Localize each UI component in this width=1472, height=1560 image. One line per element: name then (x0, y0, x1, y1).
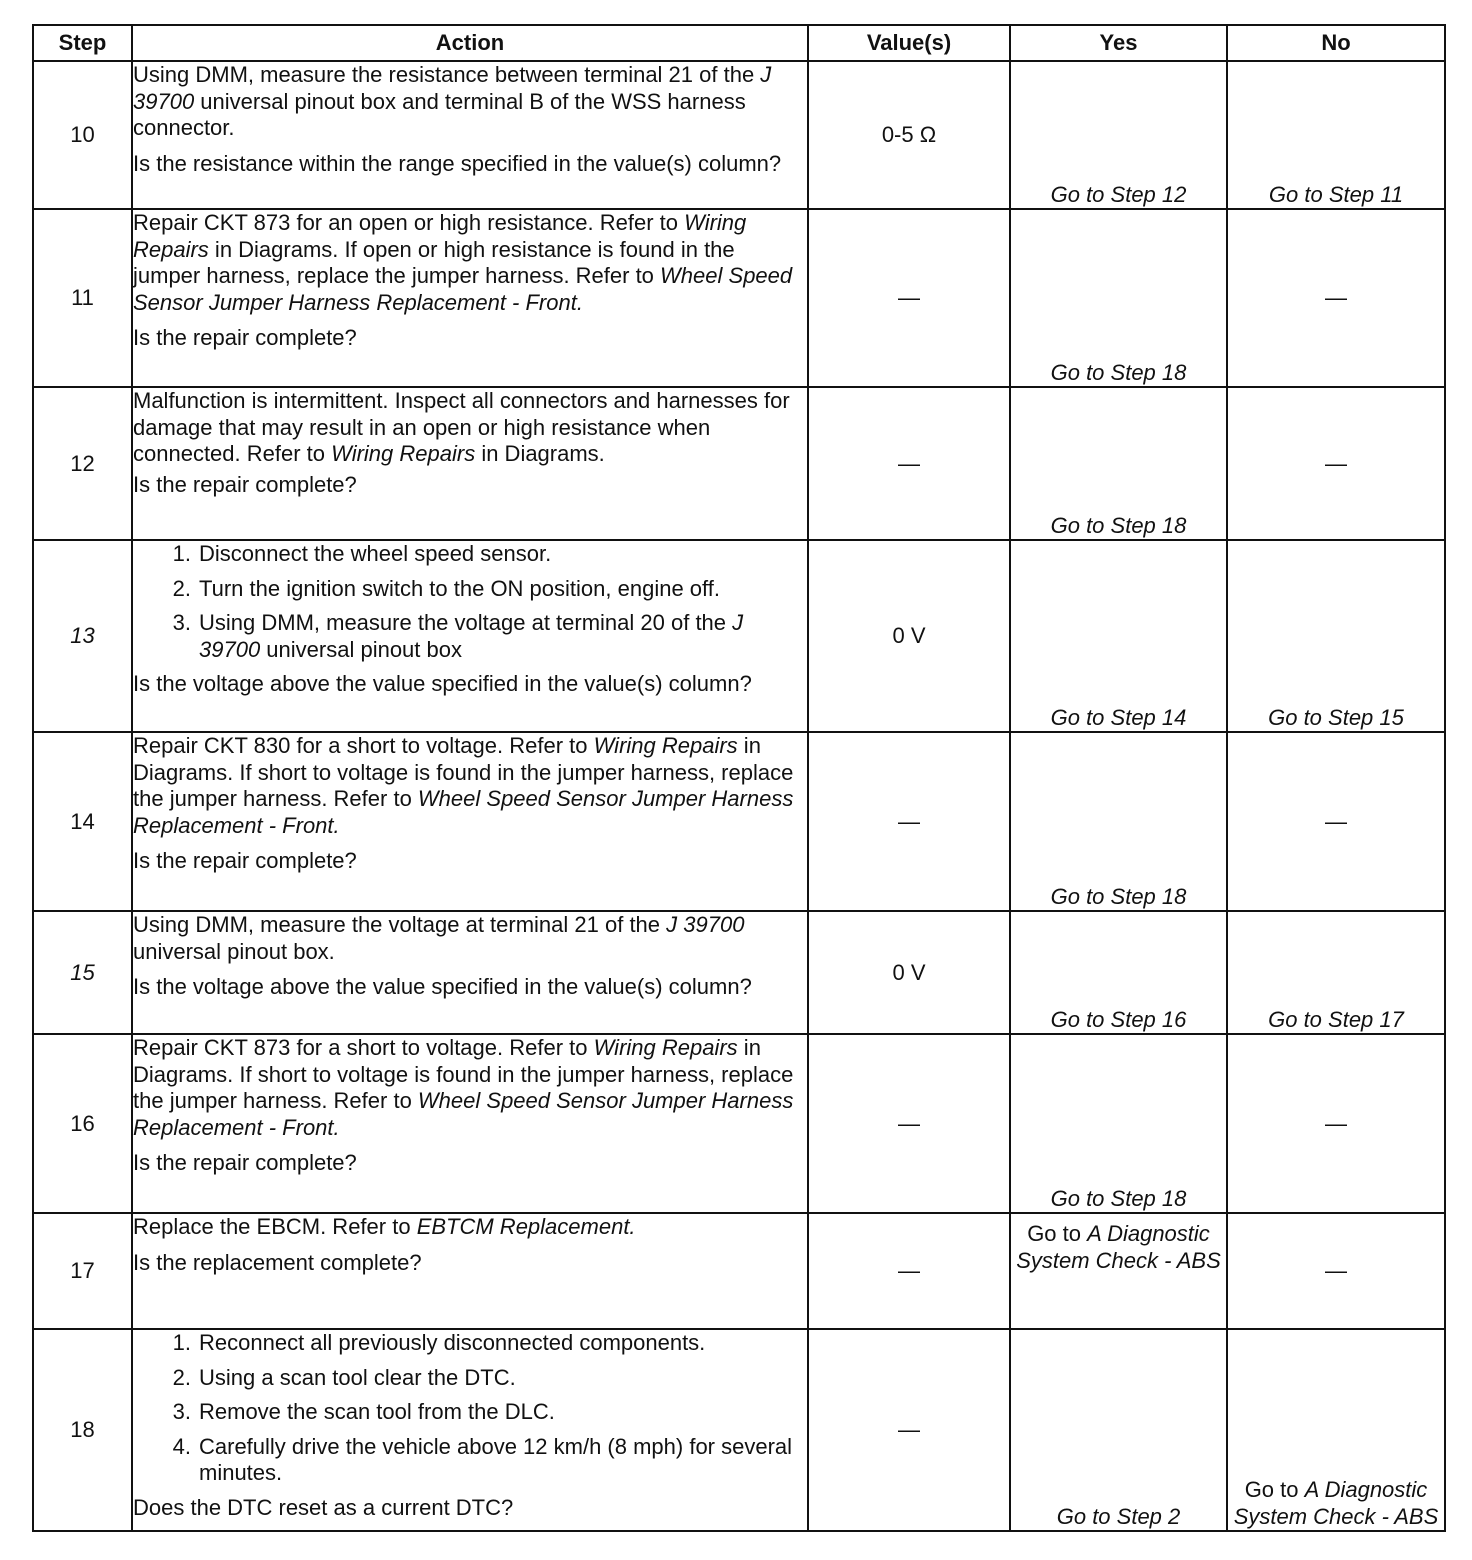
no-value: — (1227, 387, 1445, 540)
action-text: Repair CKT 873 for a short to voltage. Refer to Wiring Repairs in Diagrams. If short to voltage is found in the jumper harness, replace the jumper harness. Refer to Wheel Speed Sensor Jumper Harness Replacement - Front. (133, 1035, 794, 1140)
table-row (33, 1034, 1445, 1213)
step-number: 17 (33, 1213, 132, 1329)
yes-link[interactable]: Go to Step 18 (1010, 387, 1227, 540)
action-text: Using DMM, measure the voltage at terminal 21 of the J 39700 universal pinout box. (133, 912, 745, 964)
step-number: 13 (33, 540, 132, 732)
yes-link[interactable]: Go to Step 14 (1010, 540, 1227, 732)
action-text: Repair CKT 873 for an open or high resistance. Refer to Wiring Repairs in Diagrams. If open or high resistance is found in the jumper harness, replace the jumper harness. Refer to Wheel Speed Sensor Jumper Harness Replacement - Front. (133, 210, 793, 315)
no-value: — (1227, 1034, 1445, 1213)
value-cell: — (808, 732, 1010, 911)
no-value: — (1227, 732, 1445, 911)
list-item: 3. Using DMM, measure the voltage at terminal 20 of the J 39700 universal pinout box (172, 610, 744, 662)
table-row (33, 540, 1445, 732)
action-question: Is the resistance within the range specified in the value(s) column? (133, 150, 782, 176)
value-cell: — (808, 209, 1010, 387)
list-item: 1. Disconnect the wheel speed sensor. (172, 541, 552, 566)
value-cell: — (808, 1213, 1010, 1329)
header-action: Action (132, 25, 808, 61)
header-row (33, 25, 1445, 61)
table-row (33, 209, 1445, 387)
list-item: 4. Carefully drive the vehicle above 12 km/h (8 mph) for several minutes. (172, 1433, 793, 1485)
value-cell: — (808, 1329, 1010, 1531)
action-text: Malfunction is intermittent. Inspect all connectors and harnesses for damage that may result in an open or high resistance when connected. Refer to Wiring Repairs in Diagrams. (133, 388, 790, 466)
table-row (33, 387, 1445, 540)
header-yes: Yes (1010, 25, 1227, 61)
table-row (33, 732, 1445, 911)
step-number: 11 (33, 209, 132, 387)
value-cell: 0 V (808, 911, 1010, 1034)
action-text: Using DMM, measure the resistance between terminal 21 of the J 39700 universal pinout box and terminal B of the WSS harness connector. (133, 62, 772, 140)
action-cell (132, 1213, 808, 1329)
table-row (33, 1329, 1445, 1531)
step-number: 16 (33, 1034, 132, 1213)
action-text: Repair CKT 830 for a short to voltage. Refer to Wiring Repairs in Diagrams. If short to voltage is found in the jumper harness, replace the jumper harness. Refer to Wheel Speed Sensor Jumper Harness Replacement - Front. (133, 733, 794, 838)
no-link[interactable]: Go to Step 11 (1227, 61, 1445, 209)
step-number: 18 (33, 1329, 132, 1531)
action-cell (132, 732, 808, 911)
action-question: Is the repair complete? (133, 471, 357, 497)
action-question: Is the voltage above the value specified in the value(s) column? (133, 671, 752, 696)
value-cell: 0-5 Ω (808, 61, 1010, 209)
step-number: 15 (33, 911, 132, 1034)
action-cell (132, 911, 808, 1034)
yes-link[interactable]: Go to Step 16 (1010, 911, 1227, 1034)
yes-link[interactable]: Go to Step 12 (1010, 61, 1227, 209)
action-question: Is the repair complete? (133, 325, 357, 350)
action-cell (132, 387, 808, 540)
action-cell (132, 61, 808, 209)
yes-link[interactable]: Go to Step 18 (1010, 1034, 1227, 1213)
action-cell (132, 540, 808, 732)
table-row (33, 911, 1445, 1034)
list-item: 1. Reconnect all previously disconnected components. (172, 1330, 706, 1355)
list-item: 2. Using a scan tool clear the DTC. (172, 1364, 516, 1390)
list-item: 2. Turn the ignition switch to the ON position, engine off. (172, 575, 720, 601)
step-number: 14 (33, 732, 132, 911)
table-row (33, 61, 1445, 209)
yes-link[interactable]: Go to Step 18 (1010, 209, 1227, 387)
action-steps (133, 541, 807, 663)
action-question: Is the replacement complete? (133, 1249, 422, 1275)
table-row (33, 1213, 1445, 1329)
yes-link[interactable]: Go to Step 18 (1010, 732, 1227, 911)
no-link[interactable]: Go to A Diagnostic System Check - ABS (1227, 1329, 1445, 1531)
value-cell: 0 V (808, 540, 1010, 732)
action-steps (133, 1330, 807, 1487)
no-value: — (1227, 1213, 1445, 1329)
header-step: Step (33, 25, 132, 61)
yes-link[interactable]: Go to Step 2 (1010, 1329, 1227, 1531)
no-link[interactable]: Go to Step 17 (1227, 911, 1445, 1034)
action-question: Is the voltage above the value specified in the value(s) column? (133, 974, 752, 999)
diagnostic-table (32, 24, 1446, 1532)
no-link[interactable]: Go to Step 15 (1227, 540, 1445, 732)
action-cell (132, 1034, 808, 1213)
header-no: No (1227, 25, 1445, 61)
header-values: Value(s) (808, 25, 1010, 61)
action-question: Does the DTC reset as a current DTC? (133, 1494, 514, 1520)
yes-link[interactable]: Go to A Diagnostic System Check - ABS (1010, 1213, 1227, 1329)
action-text: Replace the EBCM. Refer to EBTCM Replacement. (133, 1214, 636, 1239)
step-number: 10 (33, 61, 132, 209)
action-cell (132, 1329, 808, 1531)
action-cell (132, 209, 808, 387)
list-item: 3. Remove the scan tool from the DLC. (172, 1399, 555, 1424)
action-question: Is the repair complete? (133, 1150, 357, 1175)
no-value: — (1227, 209, 1445, 387)
action-question: Is the repair complete? (133, 848, 357, 873)
value-cell: — (808, 387, 1010, 540)
value-cell: — (808, 1034, 1010, 1213)
step-number: 12 (33, 387, 132, 540)
